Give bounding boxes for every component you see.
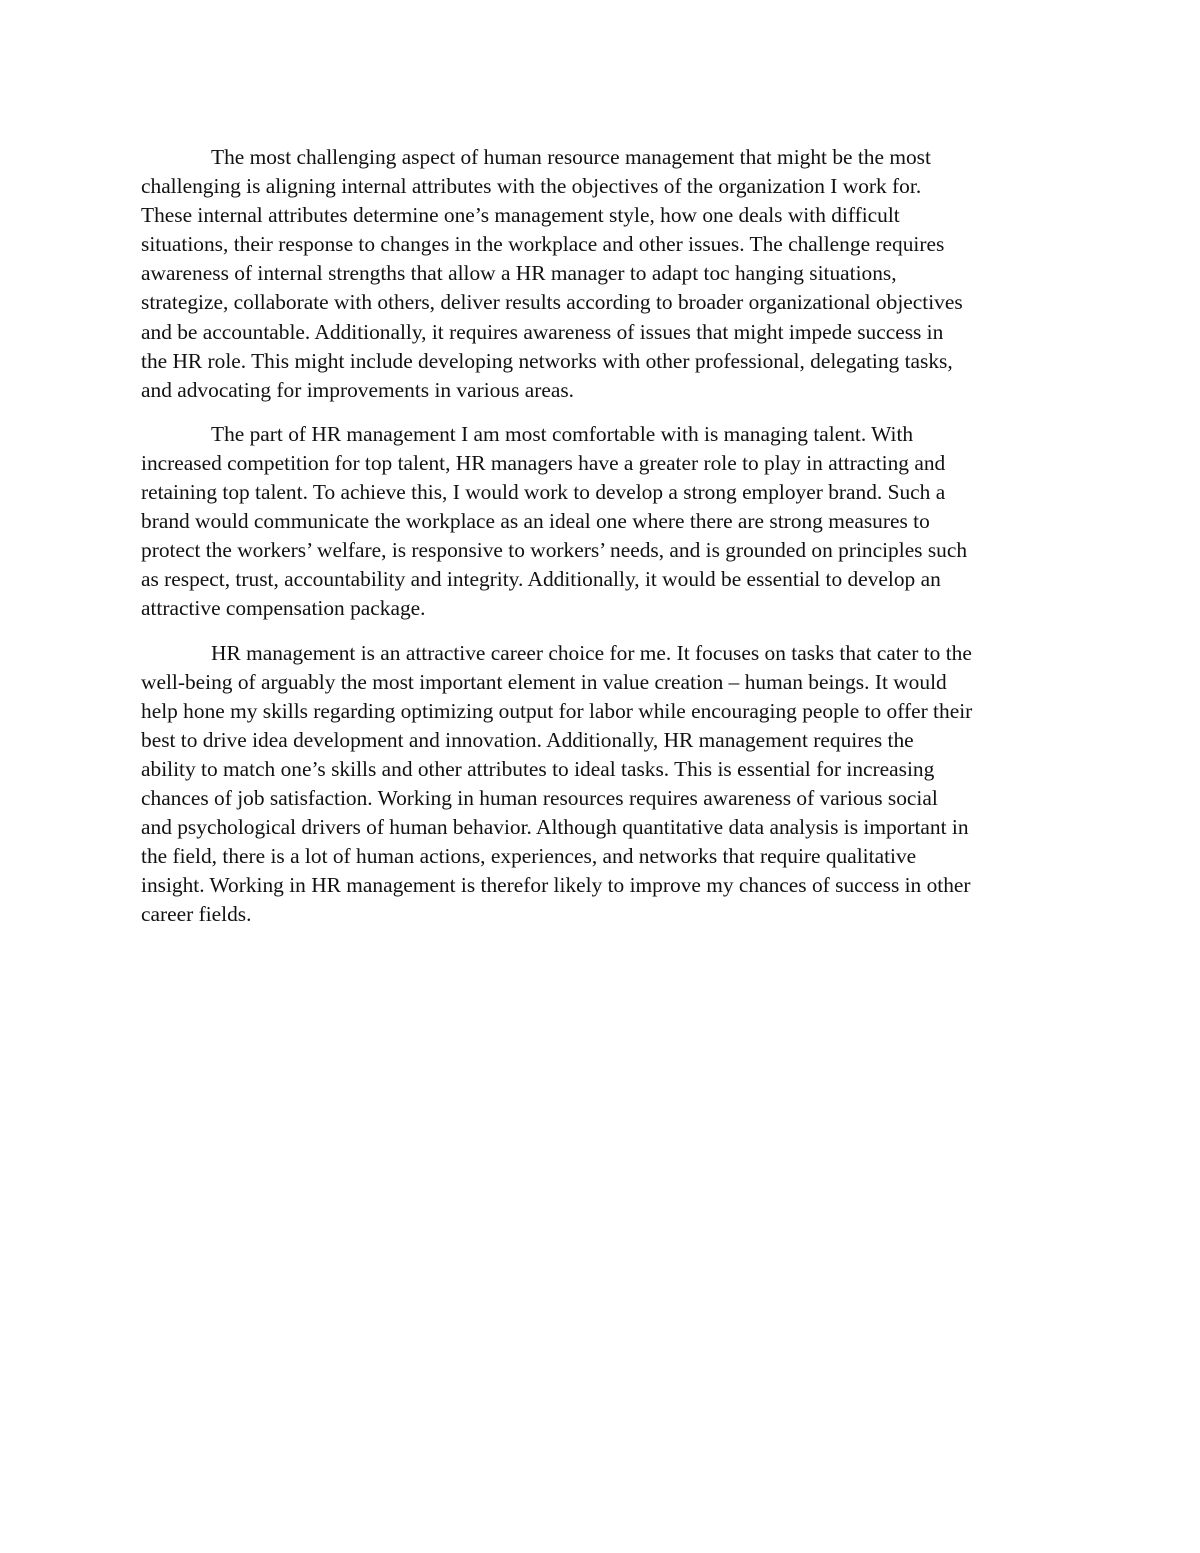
- paragraph-line: and advocating for improvements in various areas.: [141, 377, 575, 402]
- paragraph-line: help hone my skills regarding optimizing output for labor while encouraging people to offer their: [141, 698, 973, 723]
- paragraph-line: attractive compensation package.: [141, 596, 426, 621]
- paragraph-3: [141, 639, 1059, 930]
- paragraph-line: insight. Working in HR management is therefor likely to improve my chances of success in other: [141, 873, 971, 898]
- paragraph-line: The most challenging aspect of human resource management that might be the most: [211, 145, 931, 169]
- paragraph-line: challenging is aligning internal attributes with the objectives of the organization I work for.: [141, 174, 922, 199]
- paragraph-line: ability to match one’s skills and other attributes to ideal tasks. This is essential for increasing: [141, 756, 935, 781]
- paragraph-line: the field, there is a lot of human actions, experiences, and networks that require qualitative: [141, 844, 917, 869]
- paragraph-1: [141, 143, 1059, 405]
- paragraph-line: situations, their response to changes in the workplace and other issues. The challenge requires: [141, 232, 945, 257]
- paragraph-line: brand would communicate the workplace as an ideal one where there are strong measures to: [141, 509, 930, 534]
- paragraph-line: HR management is an attractive career choice for me. It focuses on tasks that cater to the: [211, 640, 972, 665]
- paragraph-line: awareness of internal strengths that allow a HR manager to adapt toc hanging situations,: [141, 261, 897, 286]
- paragraph-line: chances of job satisfaction. Working in human resources requires awareness of various social: [141, 785, 938, 810]
- paragraph-line: career fields.: [141, 902, 252, 927]
- paragraph-line: and psychological drivers of human behavior. Although quantitative data analysis is important in: [141, 815, 969, 840]
- paragraph-2: [141, 420, 1059, 624]
- paragraph-line: the HR role. This might include developing networks with other professional, delegating tasks,: [141, 348, 953, 373]
- paragraph-line: as respect, trust, accountability and integrity. Additionally, it would be essential to develop an: [141, 567, 941, 592]
- paragraph-line: and be accountable. Additionally, it requires awareness of issues that might impede success in: [141, 319, 944, 344]
- paragraph-line: retaining top talent. To achieve this, I would work to develop a strong employer brand. Such a: [141, 480, 946, 505]
- paragraph-line: protect the workers’ welfare, is responsive to workers’ needs, and is grounded on principles such: [141, 538, 968, 563]
- paragraph-line: strategize, collaborate with others, deliver results according to broader organizational objectives: [141, 290, 963, 315]
- paragraph-line: These internal attributes determine one’s management style, how one deals with difficult: [141, 203, 900, 228]
- paragraph-line: The part of HR management I am most comfortable with is managing talent. With: [211, 421, 914, 446]
- document-body: [141, 143, 1059, 944]
- paragraph-line: well-being of arguably the most important element in value creation – human beings. It would: [141, 669, 947, 694]
- paragraph-line: best to drive idea development and innovation. Additionally, HR management requires the: [141, 727, 914, 752]
- paragraph-line: increased competition for top talent, HR managers have a greater role to play in attracting and: [141, 450, 946, 475]
